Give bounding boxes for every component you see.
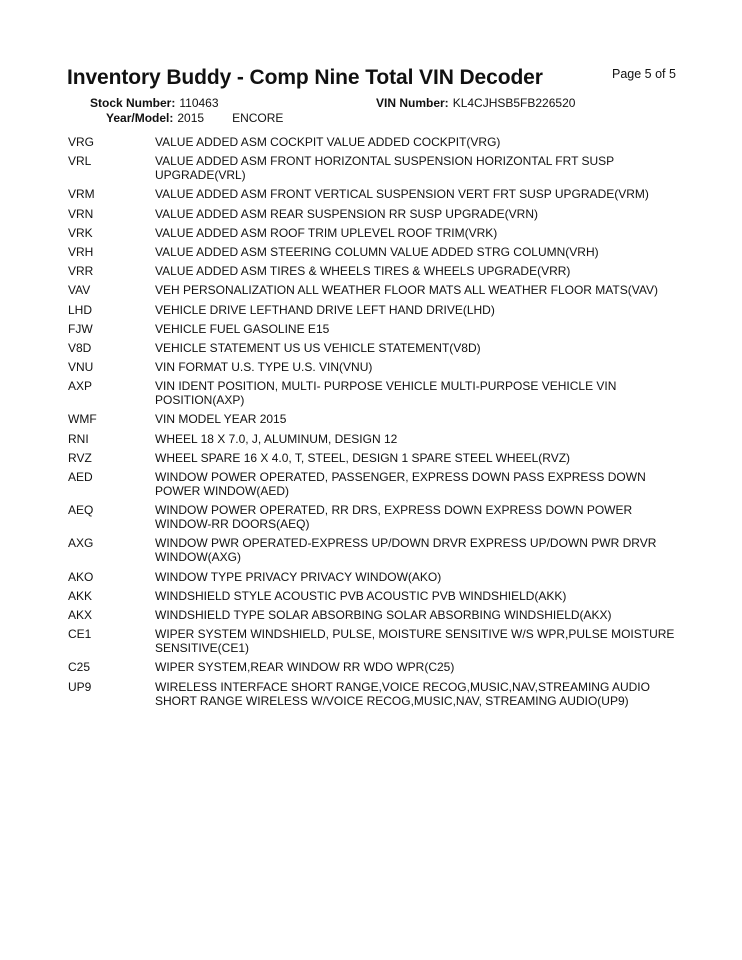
option-row [68,589,678,603]
option-row [68,264,678,278]
option-row [68,207,678,221]
option-code: VRG [68,135,95,149]
option-row [68,283,678,297]
option-description: WIPER SYSTEM,REAR WINDOW RR WDO WPR(C25) [155,660,455,675]
stock-number-value: 110463 [179,96,219,110]
option-row [68,379,678,407]
option-code: VNU [68,360,94,375]
option-description: VIN FORMAT U.S. TYPE U.S. VIN(VNU) [155,360,373,375]
option-description: VEH PERSONALIZATION ALL WEATHER FLOOR MATS ALL WEATHER FLOOR MATS(VAV) [155,283,658,298]
option-row [68,451,678,465]
page-number: Page 5 of 5 [612,67,676,81]
option-code: VRL [68,154,92,169]
option-description: VIN IDENT POSITION, MULTI- PURPOSE VEHICLE MULTI-PURPOSE VEHICLE VIN POSITION(AXP) [155,379,617,408]
option-code: FJW [68,321,93,336]
option-description: WINDOW TYPE PRIVACY PRIVACY WINDOW(AKO) [155,569,442,584]
option-code: RVZ [68,450,92,465]
option-code: AKO [68,569,94,584]
option-row [68,245,678,259]
option-row [68,135,678,149]
option-description: VEHICLE FUEL GASOLINE E15 [155,321,330,336]
option-code: AXG [68,536,94,551]
option-row [68,154,678,182]
option-description: VALUE ADDED ASM FRONT HORIZONTAL SUSPENSION HORIZONTAL FRT SUSP UPGRADE(VRL) [155,154,614,183]
model-value: ENCORE [232,111,284,125]
option-row [68,680,678,708]
stock-number-label: Stock Number: [90,96,176,110]
option-row [68,360,678,374]
option-code: C25 [68,660,91,675]
option-row [68,341,678,355]
option-description: VALUE ADDED ASM STEERING COLUMN VALUE ADDED STRG COLUMN(VRH) [155,244,599,259]
option-code: V8D [68,340,92,355]
vin-number-row [376,96,575,110]
year-model-label: Year/Model: [106,111,174,125]
option-code: VAV [68,283,91,298]
option-row [68,536,678,564]
option-description: VEHICLE STATEMENT US US VEHICLE STATEMENT(V8D) [155,340,481,355]
stock-number-row [90,96,219,110]
option-row [68,432,678,446]
year-model-row [106,111,283,125]
option-description: WHEEL 18 X 7.0, J, ALUMINUM, DESIGN 12 [155,431,398,446]
option-description: WHEEL SPARE 16 X 4.0, T, STEEL, DESIGN 1 SPARE STEEL WHEEL(RVZ) [155,450,571,465]
option-description: WINDOW POWER OPERATED, PASSENGER, EXPRESS DOWN PASS EXPRESS DOWN POWER WINDOW(AED) [155,470,646,498]
option-code: AED [68,470,93,484]
option-description: WINDOW PWR OPERATED-EXPRESS UP/DOWN DRVR EXPRESS UP/DOWN PWR DRVR WINDOW(AXG) [155,536,657,565]
option-description: WINDSHIELD STYLE ACOUSTIC PVB ACOUSTIC PVB WINDSHIELD(AKK) [155,588,567,603]
page-title: Inventory Buddy - Comp Nine Total VIN Decoder [67,66,543,89]
vin-number-value: KL4CJHSB5FB226520 [452,96,576,110]
option-description: VALUE ADDED ASM FRONT VERTICAL SUSPENSION VERT FRT SUSP UPGRADE(VRM) [155,187,649,202]
option-code: RNI [68,431,89,446]
option-code: UP9 [68,679,92,694]
option-row [68,322,678,336]
option-code: AKX [68,607,93,622]
option-description: WIPER SYSTEM WINDSHIELD, PULSE, MOISTURE SENSITIVE W/S WPR,PULSE MOISTURE SENSITIVE(CE1) [155,627,675,656]
option-row [68,303,678,317]
option-description: VALUE ADDED ASM ROOF TRIM UPLEVEL ROOF TRIM(VRK) [155,225,498,240]
option-code: VRH [68,244,94,259]
option-description: VEHICLE DRIVE LEFTHAND DRIVE LEFT HAND DRIVE(LHD) [155,302,495,317]
option-description: VALUE ADDED ASM COCKPIT VALUE ADDED COCKPIT(VRG) [155,135,501,149]
option-row [68,470,678,498]
option-code: WMF [68,412,97,427]
option-row [68,608,678,622]
year-value: 2015 [177,111,205,125]
option-description: VALUE ADDED ASM REAR SUSPENSION RR SUSP UPGRADE(VRN) [155,206,538,221]
option-row [68,503,678,531]
option-code: VRM [68,187,95,202]
option-row [68,412,678,426]
option-description: WIRELESS INTERFACE SHORT RANGE,VOICE RECOG,MUSIC,NAV,STREAMING AUDIO SHORT RANGE WIRELESS W/VOICE RECOG,MUSIC,NAV, STREAMING AUDIO(UP9) [155,679,650,708]
option-description: VALUE ADDED ASM TIRES & WHEELS TIRES & WHEELS UPGRADE(VRR) [155,264,571,279]
option-code: VRK [68,225,93,240]
option-code: AKK [68,588,93,603]
option-code-list [68,135,678,713]
option-code: VRN [68,206,94,221]
option-row [68,627,678,655]
option-code: LHD [68,302,93,317]
option-description: VIN MODEL YEAR 2015 [155,412,287,427]
option-row [68,570,678,584]
option-code: CE1 [68,627,92,642]
option-row [68,187,678,201]
option-code: VRR [68,264,94,279]
option-code: AXP [68,379,93,394]
option-description: WINDOW POWER OPERATED, RR DRS, EXPRESS DOWN EXPRESS DOWN POWER WINDOW-RR DOORS(AEQ) [155,503,633,532]
option-code: AEQ [68,503,94,518]
option-row [68,660,678,674]
vin-number-label: VIN Number: [376,96,449,110]
option-description: WINDSHIELD TYPE SOLAR ABSORBING SOLAR ABSORBING WINDSHIELD(AKX) [155,607,612,622]
option-row [68,226,678,240]
